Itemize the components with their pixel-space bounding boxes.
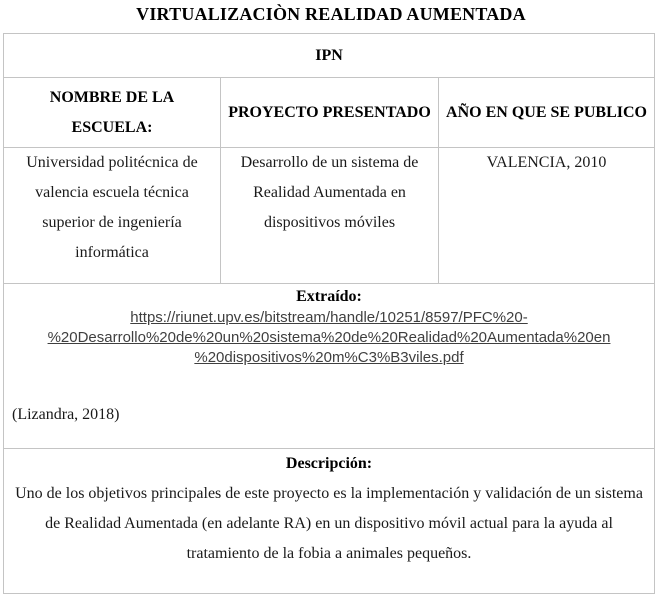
description-row bbox=[4, 449, 655, 594]
description-text: Uno de los objetivos principales de este proyecto es la implementación y validación de un sistema de Realidad Aumentada (en adelante RA) en un dispositivo móvil actual para la ayuda al tratamiento de la fobia a animales pequeños. bbox=[15, 485, 643, 562]
group-header-cell: IPN bbox=[4, 34, 655, 78]
cell-school-name: Universidad politécnica de valencia escuela técnica superior de ingeniería informática bbox=[4, 148, 221, 284]
extracted-row bbox=[4, 284, 655, 449]
cell-project-title: Desarrollo de un sistema de Realidad Aumentada en dispositivos móviles bbox=[221, 148, 439, 284]
column-header-school: NOMBRE DE LA ESCUELA: bbox=[4, 78, 221, 148]
cell-publication-year: VALENCIA, 2010 bbox=[439, 148, 655, 284]
column-header-project: PROYECTO PRESENTADO bbox=[221, 78, 439, 148]
source-link-line-3[interactable]: %20dispositivos%20m%C3%B3viles.pdf bbox=[194, 349, 464, 366]
source-link-line-2[interactable]: %20Desarrollo%20de%20un%20sistema%20de%20Realidad%20Aumentada%20en bbox=[47, 329, 611, 346]
column-header-row bbox=[4, 78, 655, 148]
description-heading: Descripción: bbox=[285, 455, 373, 472]
source-link-line-1[interactable]: https://riunet.upv.es/bitstream/handle/10251/8597/PFC%20- bbox=[130, 309, 528, 326]
table-row bbox=[4, 148, 655, 284]
source-link[interactable] bbox=[8, 308, 650, 368]
group-header-row bbox=[4, 34, 655, 78]
page-title: VIRTUALIZACIÒN REALIDAD AUMENTADA bbox=[136, 4, 526, 24]
column-header-year: AÑO EN QUE SE PUBLICO bbox=[439, 78, 655, 148]
citation-text: (Lizandra, 2018) bbox=[12, 406, 120, 423]
document-table bbox=[3, 33, 655, 594]
extracted-heading: Extraído: bbox=[296, 288, 362, 305]
